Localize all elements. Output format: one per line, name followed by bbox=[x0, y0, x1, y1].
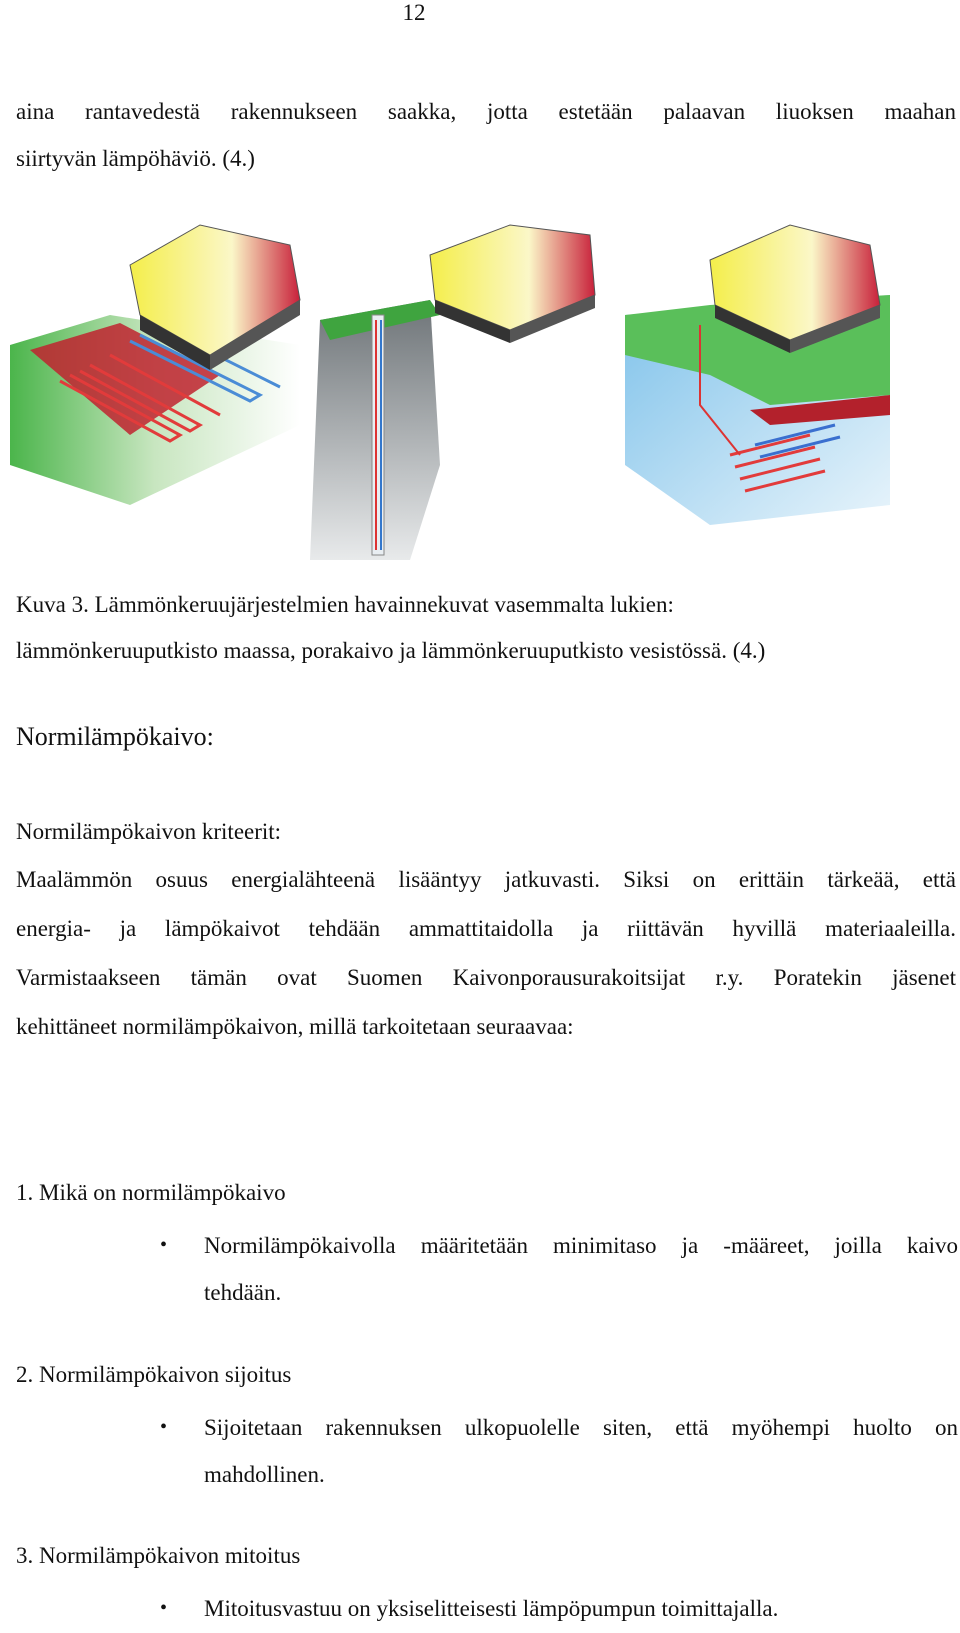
intro-line-2: siirtyvän lämpöhäviö. (4.) bbox=[16, 146, 255, 171]
caption-line-1: Kuva 3. Lämmönkeruujärjestelmien havainnekuvat vasemmalta lukien: bbox=[16, 592, 674, 617]
list-item-2-line-2: mahdollinen. bbox=[204, 1462, 325, 1487]
figure-caption bbox=[16, 582, 765, 674]
list-item-3-title: 3. Normilämpökaivon mitoitus bbox=[16, 1543, 301, 1568]
intro-paragraph bbox=[16, 88, 956, 182]
list-item-1-line-1: Normilämpökaivolla määritetään minimitaso ja -määreet, joilla kaivo bbox=[204, 1233, 958, 1258]
bullet-icon: • bbox=[160, 1597, 168, 1619]
criteria-title-text: Normilämpökaivon kriteerit: bbox=[16, 819, 282, 844]
criteria-line-1: Maalämmön osuus energialähteenä lisääntyy jatkuvasti. Siksi on erittäin tärkeää, että bbox=[16, 867, 956, 892]
caption-line-2: lämmönkeruuputkisto maassa, porakaivo ja lämmönkeruuputkisto vesistössä. (4.) bbox=[16, 638, 766, 663]
criteria-paragraph bbox=[16, 855, 956, 1051]
criteria-line-3: Varmistaakseen tämän ovat Suomen Kaivonporausurakoitsijat r.y. Poratekin jäsenet bbox=[16, 965, 956, 990]
list-item-1-line-2: tehdään. bbox=[204, 1280, 282, 1305]
list-item-3-line-1: Mitoitusvastuu on yksiselitteisesti lämpöpumpun toimittajalla. bbox=[204, 1596, 779, 1621]
intro-line-1: aina rantavedestä rakennukseen saakka, jotta estetään palaavan liuoksen maahan bbox=[16, 99, 956, 124]
criteria-line-4: kehittäneet normilämpökaivon, millä tarkoitetaan seuraavaa: bbox=[16, 1014, 574, 1039]
list-item-1-title: 1. Mikä on normilämpökaivo bbox=[16, 1180, 286, 1205]
list-item-2-text bbox=[204, 1404, 958, 1498]
borehole-illustration bbox=[310, 225, 595, 560]
list-item-1-text bbox=[204, 1222, 958, 1316]
list-item-2-title: 2. Normilämpökaivon sijoitus bbox=[16, 1362, 292, 1387]
section-heading: Normilämpökaivo: bbox=[16, 722, 214, 751]
bullet-icon: • bbox=[160, 1416, 168, 1438]
list-item-3-text bbox=[204, 1585, 958, 1632]
ground-loop-illustration bbox=[10, 225, 300, 505]
bullet-icon: • bbox=[160, 1234, 168, 1256]
list-item-2-line-1: Sijoitetaan rakennuksen ulkopuolelle siten, että myöhempi huolto on bbox=[204, 1415, 958, 1440]
heat-collection-figure bbox=[10, 205, 930, 560]
water-loop-illustration bbox=[625, 225, 890, 525]
criteria-line-2: energia- ja lämpökaivot tehdään ammattitaidolla ja riittävän hyvillä materiaaleilla. bbox=[16, 916, 956, 941]
page-number: 12 bbox=[402, 0, 426, 25]
criteria-title bbox=[16, 808, 956, 855]
